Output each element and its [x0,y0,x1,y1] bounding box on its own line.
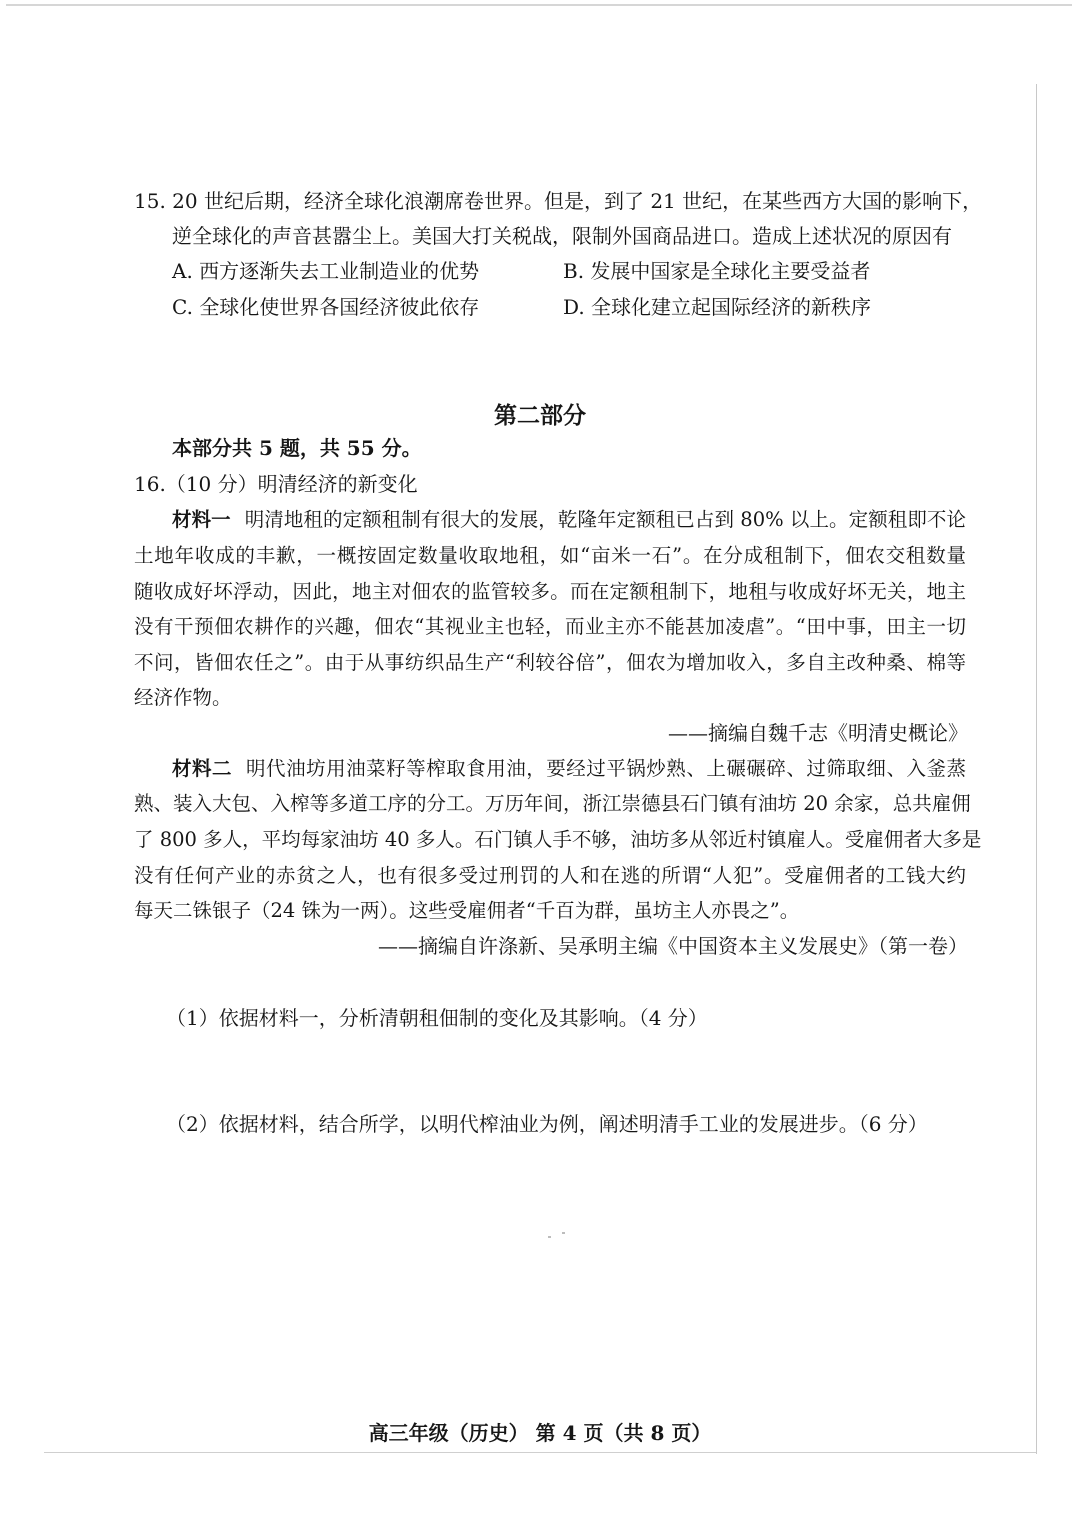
q16-header: 16.（10 分）明清经济的新变化 [134,472,418,496]
q15-option-d[interactable] [563,295,871,319]
material-1-label: 材料一 [172,508,231,531]
section-title: 第二部分 [494,402,586,429]
material-2-source: ——摘编自许涤新、吴承明主编《中国资本主义发展史》（第一卷） [378,934,968,958]
material-1-source: ——摘编自魏千志《明清史概论》 [668,721,968,745]
option-text: 全球化使世界各国经济彼此依存 [199,295,480,319]
material-1-text-1: 明清地租的定额租制有很大的发展，乾隆年定额租已占到 80% 以上。定额租即不论 [244,508,966,531]
q15-stem-line-2: 逆全球化的声音甚嚣尘上。美国大打关税战，限制外国商品进口。造成上述状况的原因有 [172,224,952,248]
q15-stem-line-1: 20 世纪后期，经济全球化浪潮席卷世界。但是，到了 21 世纪，在某些西方大国的影响下， [172,189,983,213]
material-2-line-4: 没有任何产业的赤贫之人，也有很多受过刑罚的人和在逃的所谓“人犯”。受雇佣者的工钱大约 [134,864,966,887]
q15-number: 15. [134,189,166,213]
material-1-line-1 [172,508,966,532]
option-letter: C. [172,295,193,319]
option-text: 全球化建立起国际经济的新秩序 [591,295,872,319]
option-text: 西方逐渐失去工业制造业的优势 [199,259,480,283]
option-letter: B. [563,259,585,283]
option-letter: D. [563,295,585,319]
material-1-line-6: 经济作物。 [134,686,232,709]
material-2-label: 材料二 [172,757,233,780]
sub-question-1: （1）依据材料一，分析清朝租佃制的变化及其影响。（4 分） [166,1006,708,1030]
material-1-line-2: 土地年收成的丰歉，一概按固定数量收取地租，如“亩米一石”。在分成租制下，佃农交租数量 [134,544,966,567]
q15-option-c[interactable] [172,295,479,319]
sub-question-2: （2）依据材料，结合所学，以明代榨油业为例，阐述明清手工业的发展进步。（6 分） [166,1112,928,1136]
scan-edge-right [1036,84,1037,1454]
q15-option-b[interactable] [563,259,870,283]
material-2-line-3: 了 800 多人，平均每家油坊 40 多人。石门镇人手不够，油坊多从邻近村镇雇人。受雇佣者大多是 [134,828,982,851]
material-2-line-5: 每天二铢银子（24 铢为一两）。这些受雇佣者“千百为群，虽坊主人亦畏之”。 [134,899,800,922]
option-letter: A. [172,259,193,283]
option-text: 发展中国家是全球化主要受益者 [590,259,871,283]
material-1-line-4: 没有干预佃农耕作的兴趣，佃农“其视业主也轻，而业主亦不能甚加凌虐”。“田中事，田主一切 [134,615,966,638]
scan-speck [562,1232,565,1234]
material-1-line-3: 随收成好坏浮动，因此，地主对佃农的监管较多。而在定额租制下，地租与收成好坏无关，地主 [134,580,966,603]
scan-edge-bottom [44,1452,1036,1453]
material-2-line-2: 熟、装入大包、入榨等多道工序的分工。万历年间，浙江崇德县石门镇有油坊 20 余家，总共雇佣 [134,792,971,815]
q15-option-a[interactable] [172,259,479,283]
material-1-line-5: 不问，皆佃农任之”。由于从事纺织品生产“利较谷倍”，佃农为增加收入，多自主改种桑、棉等 [134,651,966,674]
material-2-text-1: 明代油坊用油菜籽等榨取食用油，要经过平锅炒熟、上碾碾碎、过筛取细、入釜蒸 [246,757,966,780]
q15-line-1 [134,189,982,213]
page-footer: 高三年级（历史） 第 4 页（共 8 页） [368,1421,712,1445]
section-intro: 本部分共 5 题，共 55 分。 [172,436,422,460]
scan-speck [548,1236,551,1238]
material-2-line-1 [172,757,966,781]
